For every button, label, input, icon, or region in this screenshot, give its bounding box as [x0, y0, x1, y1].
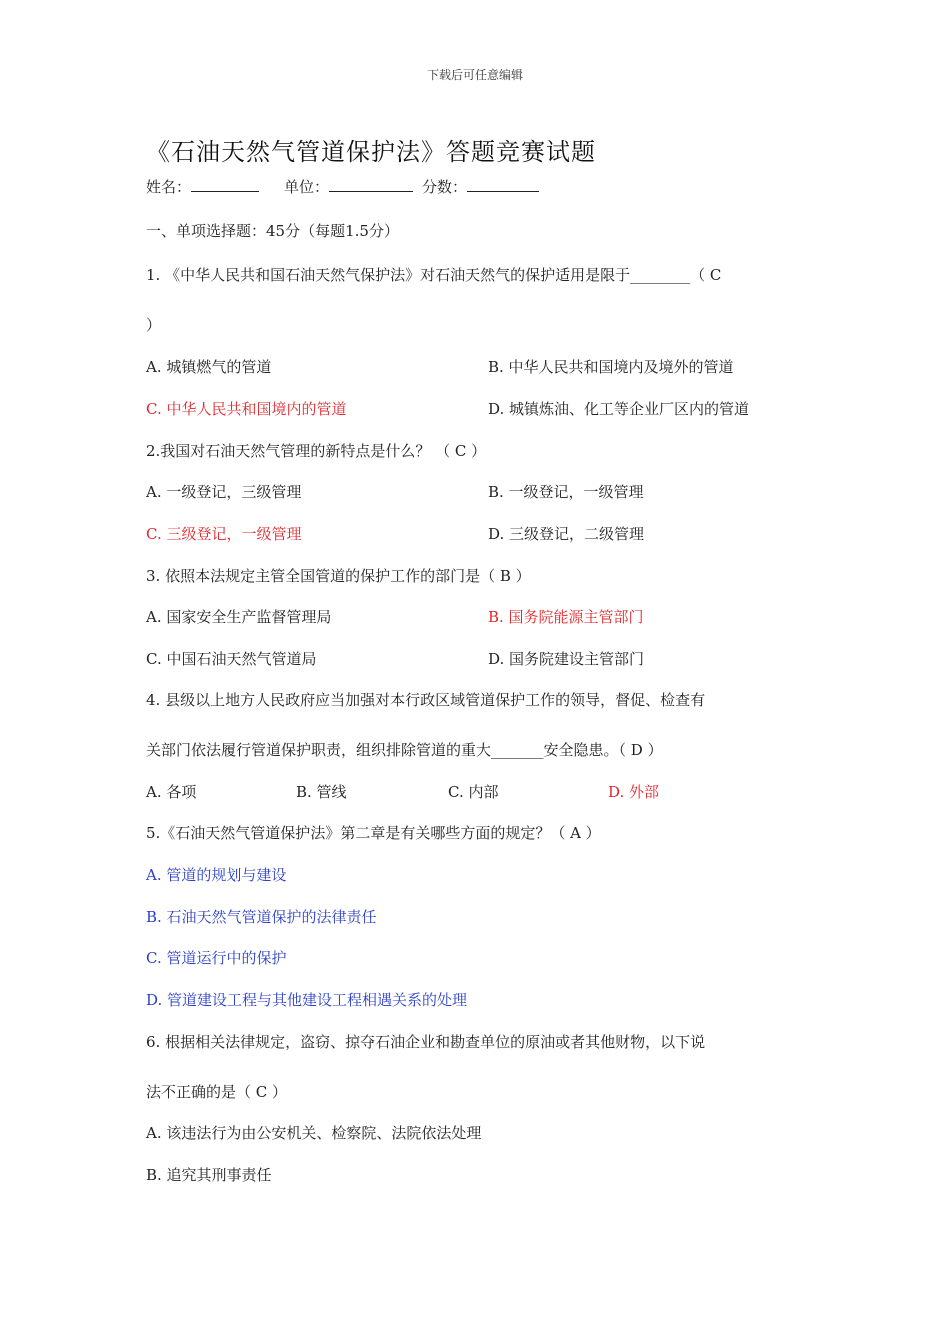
- unit-field: [284, 176, 413, 197]
- q5-stem: 5.《石油天然气管道保护法》第二章是有关哪些方面的规定？（ A ）: [146, 824, 601, 842]
- q6-option-a: A. 该违法行为由公安机关、检察院、法院依法处理: [146, 1124, 482, 1142]
- q4-option-d: D. 外部: [608, 783, 660, 801]
- q1-option-a: A. 城镇燃气的管道: [146, 358, 272, 376]
- q1-option-b: B. 中华人民共和国境内及境外的管道: [488, 358, 734, 376]
- q4-option-c: C. 内部: [448, 783, 499, 801]
- header-note: 下载后可任意编辑: [426, 68, 523, 82]
- q3-option-c: C. 中国石油天然气管道局: [146, 650, 317, 668]
- q6-option-b: B. 追究其刑事责任: [146, 1166, 272, 1184]
- score-field: [422, 176, 539, 197]
- q1-stem-line1: 1. 《中华人民共和国石油天然气保护法》对石油天然气的保护适用是限于________（ C: [146, 266, 722, 284]
- q1-option-c: C. 中华人民共和国境内的管道: [146, 400, 347, 418]
- q4-stem-line1: 4. 县级以上地方人民政府应当加强对本行政区域管道保护工作的领导，督促、检查有: [146, 691, 706, 709]
- q1-stem-line2: ）: [146, 316, 162, 334]
- q5-option-a: A. 管道的规划与建设: [146, 866, 287, 884]
- q2-option-c: C. 三级登记，一级管理: [146, 525, 302, 543]
- q2-stem: 2.我国对石油天然气管理的新特点是什么？ （ C ）: [146, 442, 487, 460]
- q2-option-b: B. 一级登记，一级管理: [488, 483, 644, 501]
- section-heading: 一、单项选择题：45分（每题1.5分）: [146, 222, 399, 240]
- unit-label: 单位：: [284, 178, 330, 196]
- q2-option-d: D. 三级登记，二级管理: [488, 525, 645, 543]
- name-field: [146, 176, 259, 197]
- q4-option-b: B. 管线: [296, 783, 347, 801]
- q5-option-d: D. 管道建设工程与其他建设工程相遇关系的处理: [146, 991, 468, 1009]
- q1-option-d: D. 城镇炼油、化工等企业厂区内的管道: [488, 400, 750, 418]
- q6-stem-line2: 法不正确的是（ C ）: [146, 1083, 288, 1101]
- unit-blank[interactable]: [329, 177, 413, 192]
- name-blank[interactable]: [191, 177, 259, 192]
- q6-stem-line1: 6. 根据相关法律规定，盗窃、掠夺石油企业和勘查单位的原油或者其他财物，以下说: [146, 1033, 706, 1051]
- q4-option-a: A. 各项: [146, 783, 197, 801]
- q2-option-a: A. 一级登记，三级管理: [146, 483, 302, 501]
- q4-stem-line2: 关部门依法履行管道保护职责，组织排除管道的重大_______安全隐患。（ D ）: [146, 741, 663, 759]
- q5-option-c: C. 管道运行中的保护: [146, 949, 287, 967]
- q3-option-b: B. 国务院能源主管部门: [488, 608, 644, 626]
- q3-option-a: A. 国家安全生产监督管理局: [146, 608, 332, 626]
- score-blank[interactable]: [467, 177, 539, 192]
- name-label: 姓名：: [146, 178, 192, 196]
- q3-stem: 3. 依照本法规定主管全国管道的保护工作的部门是（ B ）: [146, 567, 531, 585]
- page-title: 《石油天然气管道保护法》答题竞赛试题: [146, 138, 596, 166]
- q3-option-d: D. 国务院建设主管部门: [488, 650, 645, 668]
- score-label: 分数：: [422, 178, 468, 196]
- q5-option-b: B. 石油天然气管道保护的法律责任: [146, 908, 377, 926]
